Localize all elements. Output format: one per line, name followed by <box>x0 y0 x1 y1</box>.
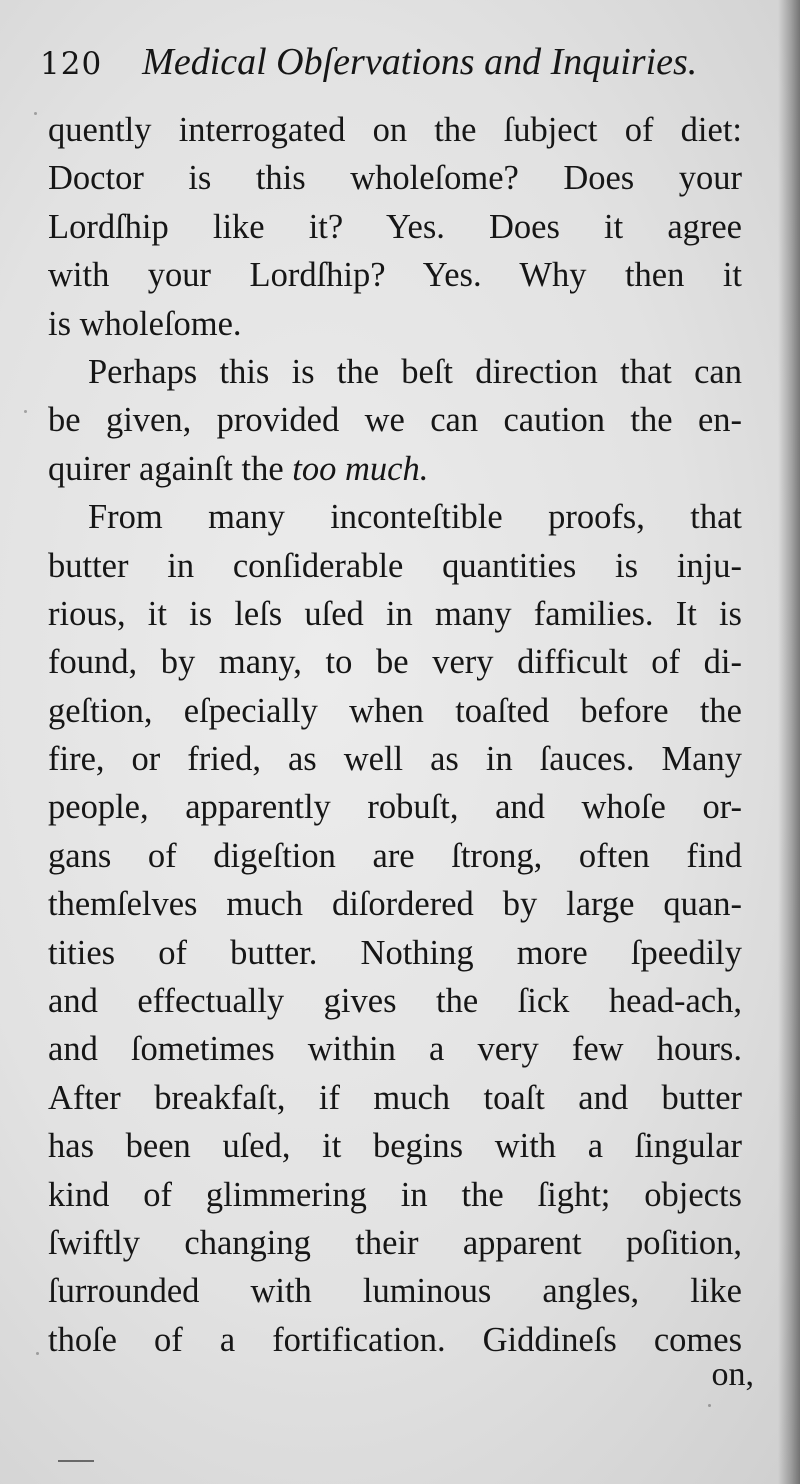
text-line: found, by many, to be very difficult of di- <box>48 643 742 682</box>
text-line: tities of butter. Nothing more ſpeedily <box>48 933 742 972</box>
text-line <box>48 445 742 493</box>
page-number: 120 <box>40 46 103 82</box>
text-line: thoſe of a fortification. Giddineſs comes <box>48 1320 742 1359</box>
text-line: Lordſhip like it? Yes. Does it agree <box>48 207 742 246</box>
text-line: Doctor is this wholeſome? Does your <box>48 159 742 198</box>
text-line: rious, it is leſs uſed in many families. It is <box>48 594 742 633</box>
text-line: ſwiftly changing their apparent poſition, <box>48 1223 742 1262</box>
italic-emphasis: too much. <box>292 449 429 488</box>
text-run: quirer againſt the <box>48 449 293 488</box>
text-line: gans of digeſtion are ſtrong, often find <box>48 836 742 875</box>
text-line: and effectually gives the ſick head-ach, <box>48 982 742 1021</box>
text-line: ſurrounded with luminous angles, like <box>48 1272 742 1311</box>
text-line: After breakfaſt, if much toaſt and butter <box>48 1078 742 1117</box>
text-line: with your Lordſhip? Yes. Why then it <box>48 256 742 295</box>
text-line: be given, provided we can caution the en- <box>48 401 742 440</box>
text-line: is wholeſome. <box>48 304 242 343</box>
paper-mark <box>58 1460 94 1462</box>
catchword: on, <box>711 1356 754 1393</box>
text-line: kind of glimmering in the ſight; objects <box>48 1175 742 1214</box>
running-head: Medical Obſervations and Inquiries. <box>142 41 698 83</box>
text-line: quently interrogated on the ſubject of diet: <box>48 111 742 149</box>
text-line: people, apparently robuſt, and whoſe or- <box>48 788 742 827</box>
text-line: butter in conſiderable quantities is inju- <box>48 546 742 585</box>
text-line: From many inconteſtible proofs, that <box>88 498 742 537</box>
text-line: and ſometimes within a very few hours. <box>48 1030 742 1069</box>
text-line: fire, or fried, as well as in ſauces. Many <box>48 740 742 779</box>
paper-speck <box>24 410 27 413</box>
page-header <box>40 40 700 100</box>
body-text <box>48 106 742 1364</box>
text-line: Perhaps this is the beſt direction that can <box>88 352 742 391</box>
paper-speck <box>34 112 37 115</box>
paper-speck <box>36 1352 39 1355</box>
text-line: themſelves much diſordered by large quan- <box>48 885 742 924</box>
text-line: has been uſed, it begins with a ſingular <box>48 1127 742 1166</box>
paper-speck <box>708 1404 711 1407</box>
page-edge-shadow <box>778 0 800 1484</box>
text-line: geſtion, eſpecially when toaſted before the <box>48 691 742 730</box>
